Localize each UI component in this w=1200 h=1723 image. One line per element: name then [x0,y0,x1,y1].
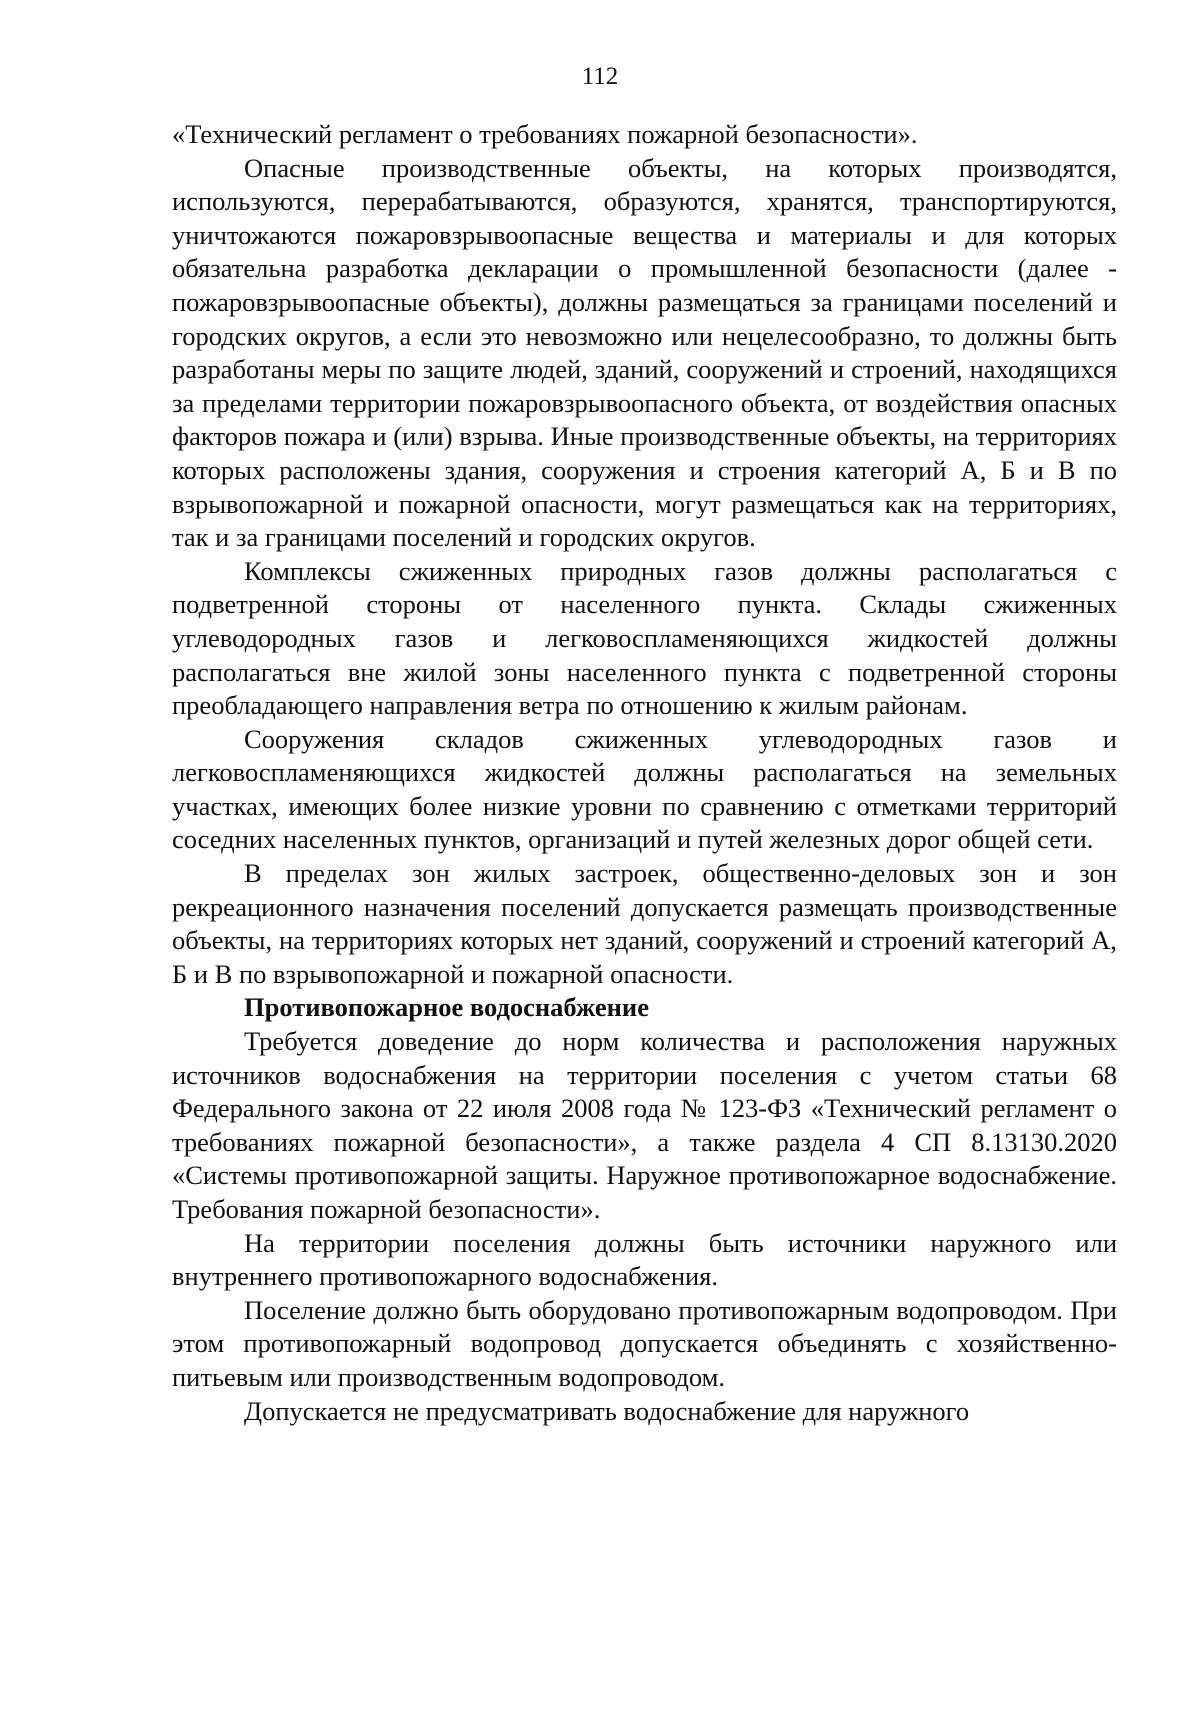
paragraph: Опасные производственные объекты, на которых производятся, используются, перерабатываются, образуются, хранятся, транспортируются, уничтожаются пожаровзрывоопасные вещества и материалы и для которых обязательна разработка декларации о промышленной безопасности (далее - пожаровзрывоопасные объекты), должны размещаться за границами поселений и городских округов, а если это невозможно или нецелесообразно, то должны быть разработаны меры по защите людей, зданий, сооружений и строений, находящихся за пределами территории пожаровзрывоопасного объекта, от воздействия опасных факторов пожара и (или) взрыва. Иные производственные объекты, на территориях которых расположены здания, сооружения и строения категорий А, Б и В по взрывопожарной и пожарной опасности, могут размещаться как на территориях, так и за границами поселений и городских округов. [172,152,1117,553]
paragraph: Сооружения складов сжиженных углеводородных газов и легковоспламеняющихся жидкостей должны располагаться на земельных участках, имеющих более низкие уровни по сравнению с отметками территорий соседних населенных пунктов, организаций и путей железных дорог общей сети. [172,723,1117,855]
document-body [172,118,1117,1428]
paragraph: Требуется доведение до норм количества и расположения наружных источников водоснабжения на территории поселения с учетом статьи 68 Федерального закона от 22 июля 2008 года № 123-ФЗ «Технический регламент о требованиях пожарной безопасности», а также раздела 4 СП 8.13130.2020 «Системы противопожарной защиты. Наружное противопожарное водоснабжение. Требования пожарной безопасности». [172,1026,1117,1224]
paragraph: Поселение должно быть оборудовано противопожарным водопроводом. При этом противопожарный водопровод допускается объединять с хозяйственно-питьевым или производственным водопроводом. [172,1294,1117,1392]
page-number: 112 [581,63,619,90]
section-heading: Противопожарное водоснабжение [244,992,649,1023]
paragraph: На территории поселения должны быть источники наружного или внутреннего противопожарного водоснабжения. [172,1227,1117,1292]
paragraph: Допускается не предусматривать водоснабжение для наружного [244,1395,970,1426]
paragraph: В пределах зон жилых застроек, общественно-деловых зон и зон рекреационного назначения поселений допускается размещать производственные объекты, на территориях которых нет зданий, сооружений и строений категорий А, Б и В по взрывопожарной и пожарной опасности. [172,858,1117,989]
paragraph: «Технический регламент о требованиях пожарной безопасности». [172,119,918,149]
paragraph: Комплексы сжиженных природных газов должны располагаться с подветренной стороны от населенного пункта. Склады сжиженных углеводородных газов и легковоспламеняющихся жидкостей должны располагаться вне жилой зоны населенного пункта с подветренной стороны преобладающего направления ветра по отношению к жилым районам. [172,555,1117,721]
